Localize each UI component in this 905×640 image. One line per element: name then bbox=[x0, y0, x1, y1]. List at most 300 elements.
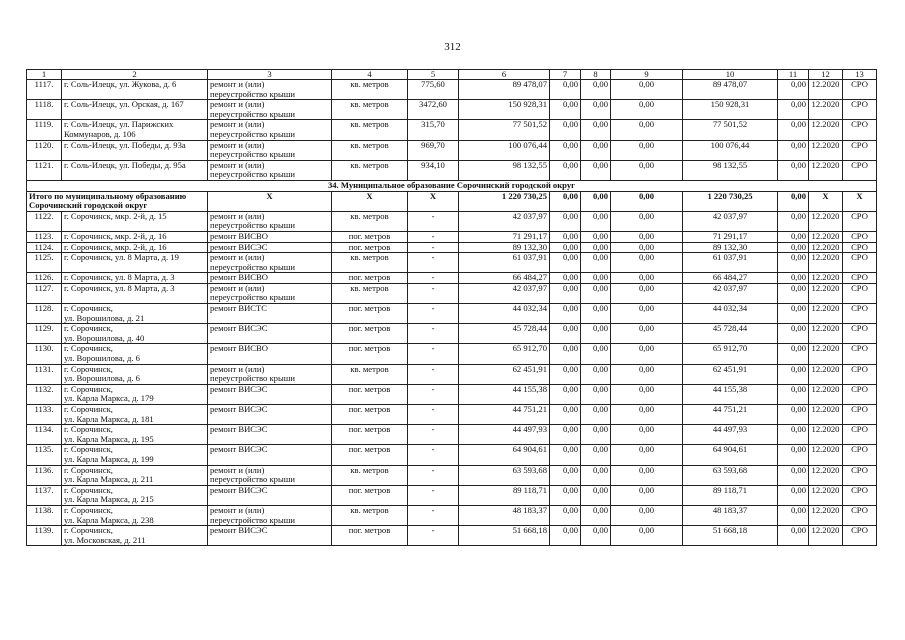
unit-cell: пог. метров bbox=[332, 324, 408, 344]
total-col10: 1 220 730,25 bbox=[683, 191, 778, 211]
address-cell-line: г. Соль-Илецк, ул. Парижских bbox=[64, 119, 174, 130]
work-type-cell-line: ремонт ВИСЭС bbox=[210, 323, 268, 334]
work-type-cell-line: ремонт ВИСЭС bbox=[210, 424, 268, 435]
work-type-cell-line: переустройство крыши bbox=[210, 292, 295, 303]
cost-col9-cell: 0,00 bbox=[611, 384, 683, 404]
address-cell bbox=[62, 140, 208, 160]
source-cell: СРО bbox=[843, 231, 877, 242]
address-cell-line: Коммунаров, д. 106 bbox=[64, 128, 136, 139]
row-number: 1135. bbox=[27, 445, 62, 465]
work-type-cell-line: ремонт ВИСЭС bbox=[210, 404, 268, 414]
cost-col9-cell: 0,00 bbox=[611, 324, 683, 344]
work-type-cell bbox=[208, 80, 332, 100]
unit-cell: пог. метров bbox=[332, 526, 408, 546]
row-number: 1129. bbox=[27, 324, 62, 344]
cost-total-cell: 77 501,52 bbox=[459, 120, 550, 140]
cost-col8-cell: 0,00 bbox=[581, 120, 611, 140]
address-cell-line: ул. Московская, д. 211 bbox=[64, 534, 146, 545]
address-cell-line: г. Сорочинск, ул. 8 Марта, д. 3 bbox=[64, 283, 175, 293]
cost-col7-cell: 0,00 bbox=[550, 120, 581, 140]
deadline-cell: 12.2020 bbox=[809, 425, 843, 445]
cost-col7-cell: 0,00 bbox=[550, 505, 581, 525]
table-row bbox=[27, 231, 877, 242]
address-cell bbox=[62, 425, 208, 445]
work-type-cell bbox=[208, 526, 332, 546]
unit-cell: пог. метров bbox=[332, 445, 408, 465]
row-number: 1120. bbox=[27, 140, 62, 160]
work-type-cell bbox=[208, 465, 332, 485]
column-number-9: 9 bbox=[611, 70, 683, 80]
cost-col10-cell: 98 132,55 bbox=[683, 160, 778, 180]
table-row bbox=[27, 505, 877, 525]
cost-total-cell: 63 593,68 bbox=[459, 465, 550, 485]
table-row bbox=[27, 211, 877, 231]
address-cell-line: г. Сорочинск, bbox=[64, 424, 113, 435]
row-number: 1123. bbox=[27, 231, 62, 242]
unit-cell: пог. метров bbox=[332, 344, 408, 364]
unit-cell: кв. метров bbox=[332, 465, 408, 485]
address-cell-line: г. Сорочинск, мкр. 2-й, д. 16 bbox=[64, 242, 167, 252]
work-type-cell-line: ремонт и (или) bbox=[210, 160, 265, 170]
column-number-7: 7 bbox=[550, 70, 581, 80]
cost-col10-cell: 66 484,27 bbox=[683, 273, 778, 284]
source-cell: СРО bbox=[843, 485, 877, 505]
address-cell bbox=[62, 273, 208, 284]
address-cell bbox=[62, 120, 208, 140]
row-number: 1132. bbox=[27, 384, 62, 404]
deadline-cell: 12.2020 bbox=[809, 405, 843, 425]
address-cell-line: ул. Карла Маркса, д. 181 bbox=[64, 413, 154, 424]
cost-col8-cell: 0,00 bbox=[581, 283, 611, 303]
work-type-cell-line: переустройство крыши bbox=[210, 88, 295, 99]
quantity-cell: - bbox=[408, 526, 459, 546]
cost-col11-cell: 0,00 bbox=[778, 273, 809, 284]
address-cell-line: г. Сорочинск, bbox=[64, 465, 113, 475]
quantity-cell: - bbox=[408, 445, 459, 465]
work-type-cell bbox=[208, 100, 332, 120]
cost-col8-cell: 0,00 bbox=[581, 253, 611, 273]
cost-total-cell: 71 291,17 bbox=[459, 231, 550, 242]
work-type-cell bbox=[208, 384, 332, 404]
cost-col8-cell: 0,00 bbox=[581, 425, 611, 445]
address-cell-line: г. Сорочинск, bbox=[64, 364, 113, 374]
deadline-cell: 12.2020 bbox=[809, 242, 843, 253]
address-cell bbox=[62, 242, 208, 253]
address-cell bbox=[62, 465, 208, 485]
cost-col11-cell: 0,00 bbox=[778, 425, 809, 445]
section-title: 34. Муниципальное образование Сорочинский городской округ bbox=[27, 180, 877, 191]
source-cell: СРО bbox=[843, 505, 877, 525]
row-number: 1126. bbox=[27, 273, 62, 284]
total-unit: X bbox=[332, 191, 408, 211]
work-type-cell-line: ремонт и (или) bbox=[210, 119, 265, 130]
cost-col11-cell: 0,00 bbox=[778, 160, 809, 180]
work-type-cell-line: переустройство крыши bbox=[210, 474, 295, 485]
address-cell bbox=[62, 304, 208, 324]
cost-col7-cell: 0,00 bbox=[550, 304, 581, 324]
unit-cell: пог. метров bbox=[332, 231, 408, 242]
row-number: 1125. bbox=[27, 253, 62, 273]
quantity-cell: 775,60 bbox=[408, 80, 459, 100]
cost-col8-cell: 0,00 bbox=[581, 445, 611, 465]
cost-col11-cell: 0,00 bbox=[778, 364, 809, 384]
work-type-cell bbox=[208, 344, 332, 364]
total-source: X bbox=[843, 191, 877, 211]
work-type-cell-line: переустройство крыши bbox=[210, 373, 295, 384]
unit-cell: пог. метров bbox=[332, 304, 408, 324]
section-header-row bbox=[27, 180, 877, 191]
deadline-cell: 12.2020 bbox=[809, 140, 843, 160]
cost-total-cell: 62 451,91 bbox=[459, 364, 550, 384]
row-number: 1136. bbox=[27, 465, 62, 485]
cost-col11-cell: 0,00 bbox=[778, 242, 809, 253]
work-type-cell bbox=[208, 253, 332, 273]
column-number-5: 5 bbox=[408, 70, 459, 80]
cost-col10-cell: 48 183,37 bbox=[683, 505, 778, 525]
address-cell bbox=[62, 485, 208, 505]
work-type-cell bbox=[208, 160, 332, 180]
unit-cell: пог. метров bbox=[332, 425, 408, 445]
source-cell: СРО bbox=[843, 425, 877, 445]
deadline-cell: 12.2020 bbox=[809, 283, 843, 303]
cost-col11-cell: 0,00 bbox=[778, 231, 809, 242]
deadline-cell: 12.2020 bbox=[809, 100, 843, 120]
cost-col7-cell: 0,00 bbox=[550, 526, 581, 546]
table-row bbox=[27, 445, 877, 465]
deadline-cell: 12.2020 bbox=[809, 526, 843, 546]
source-cell: СРО bbox=[843, 384, 877, 404]
cost-total-cell: 45 728,44 bbox=[459, 324, 550, 344]
work-type-cell-line: переустройство крыши bbox=[210, 128, 295, 139]
cost-col8-cell: 0,00 bbox=[581, 526, 611, 546]
cost-col9-cell: 0,00 bbox=[611, 80, 683, 100]
cost-col8-cell: 0,00 bbox=[581, 405, 611, 425]
column-number-11: 11 bbox=[778, 70, 809, 80]
address-cell-line: ул. Карла Маркса, д. 179 bbox=[64, 393, 154, 404]
cost-col7-cell: 0,00 bbox=[550, 324, 581, 344]
work-type-cell-line: ремонт ВИСВО bbox=[210, 343, 268, 354]
cost-col10-cell: 62 451,91 bbox=[683, 364, 778, 384]
cost-col7-cell: 0,00 bbox=[550, 211, 581, 231]
quantity-cell: - bbox=[408, 211, 459, 231]
work-type-cell-line: ремонт и (или) bbox=[210, 140, 265, 150]
cost-col11-cell: 0,00 bbox=[778, 304, 809, 324]
source-cell: СРО bbox=[843, 273, 877, 284]
work-type-cell-line: ремонт и (или) bbox=[210, 99, 265, 110]
work-type-cell-line: ремонт и (или) bbox=[210, 79, 265, 89]
cost-col7-cell: 0,00 bbox=[550, 405, 581, 425]
address-cell-line: ул. Ворошилова, д. 21 bbox=[64, 312, 145, 323]
work-type-cell bbox=[208, 405, 332, 425]
cost-col11-cell: 0,00 bbox=[778, 505, 809, 525]
total-row bbox=[27, 191, 877, 211]
column-number-4: 4 bbox=[332, 70, 408, 80]
cost-col10-cell: 61 037,91 bbox=[683, 253, 778, 273]
table-row bbox=[27, 324, 877, 344]
cost-total-cell: 89 132,30 bbox=[459, 242, 550, 253]
cost-col7-cell: 0,00 bbox=[550, 384, 581, 404]
cost-col9-cell: 0,00 bbox=[611, 273, 683, 284]
cost-total-cell: 61 037,91 bbox=[459, 253, 550, 273]
deadline-cell: 12.2020 bbox=[809, 120, 843, 140]
cost-total-cell: 98 132,55 bbox=[459, 160, 550, 180]
source-cell: СРО bbox=[843, 344, 877, 364]
source-cell: СРО bbox=[843, 140, 877, 160]
quantity-cell: 934,10 bbox=[408, 160, 459, 180]
work-type-cell bbox=[208, 324, 332, 344]
row-number: 1122. bbox=[27, 211, 62, 231]
total-cost: 1 220 730,25 bbox=[459, 191, 550, 211]
cost-col11-cell: 0,00 bbox=[778, 384, 809, 404]
cost-col10-cell: 51 668,18 bbox=[683, 526, 778, 546]
address-cell-line: г. Соль-Илецк, ул. Победы, д. 93а bbox=[64, 140, 186, 150]
cost-col10-cell: 64 904,61 bbox=[683, 445, 778, 465]
deadline-cell: 12.2020 bbox=[809, 304, 843, 324]
work-type-cell-line: ремонт ВИСЭС bbox=[210, 242, 268, 252]
unit-cell: кв. метров bbox=[332, 160, 408, 180]
unit-cell: пог. метров bbox=[332, 405, 408, 425]
cost-col9-cell: 0,00 bbox=[611, 160, 683, 180]
work-type-cell-line: переустройство крыши bbox=[210, 220, 295, 231]
quantity-cell: 969,70 bbox=[408, 140, 459, 160]
source-cell: СРО bbox=[843, 364, 877, 384]
quantity-cell: - bbox=[408, 283, 459, 303]
work-type-cell-line: ремонт ВИСЭС bbox=[210, 485, 268, 495]
total-quantity: X bbox=[408, 191, 459, 211]
cost-col7-cell: 0,00 bbox=[550, 80, 581, 100]
cost-total-cell: 48 183,37 bbox=[459, 505, 550, 525]
cost-col10-cell: 44 155,38 bbox=[683, 384, 778, 404]
address-cell-line: г. Сорочинск, bbox=[64, 384, 113, 394]
cost-col7-cell: 0,00 bbox=[550, 344, 581, 364]
column-number-2: 2 bbox=[62, 70, 208, 80]
table-row bbox=[27, 384, 877, 404]
work-type-cell-line: ремонт и (или) bbox=[210, 465, 265, 475]
table-row bbox=[27, 100, 877, 120]
cost-col11-cell: 0,00 bbox=[778, 445, 809, 465]
cost-col10-cell: 77 501,52 bbox=[683, 120, 778, 140]
address-cell-line: г. Соль-Илецк, ул. Орская, д. 167 bbox=[64, 99, 184, 110]
cost-col8-cell: 0,00 bbox=[581, 100, 611, 120]
deadline-cell: 12.2020 bbox=[809, 211, 843, 231]
unit-cell: кв. метров bbox=[332, 100, 408, 120]
address-cell bbox=[62, 231, 208, 242]
unit-cell: кв. метров bbox=[332, 505, 408, 525]
cost-col7-cell: 0,00 bbox=[550, 465, 581, 485]
cost-col9-cell: 0,00 bbox=[611, 425, 683, 445]
deadline-cell: 12.2020 bbox=[809, 273, 843, 284]
cost-col9-cell: 0,00 bbox=[611, 304, 683, 324]
cost-col11-cell: 0,00 bbox=[778, 405, 809, 425]
work-type-cell-line: ремонт и (или) bbox=[210, 211, 265, 221]
row-number: 1137. bbox=[27, 485, 62, 505]
cost-col9-cell: 0,00 bbox=[611, 120, 683, 140]
total-label-line: Сорочинский городской округ bbox=[29, 200, 148, 211]
work-type-cell-line: ремонт и (или) bbox=[210, 252, 265, 263]
work-type-cell bbox=[208, 283, 332, 303]
quantity-cell: - bbox=[408, 425, 459, 445]
cost-total-cell: 89 118,71 bbox=[459, 485, 550, 505]
row-number: 1131. bbox=[27, 364, 62, 384]
cost-col7-cell: 0,00 bbox=[550, 485, 581, 505]
quantity-cell: - bbox=[408, 231, 459, 242]
row-number: 1133. bbox=[27, 405, 62, 425]
source-cell: СРО bbox=[843, 465, 877, 485]
address-cell-line: г. Сорочинск, мкр. 2-й, д. 16 bbox=[64, 231, 167, 241]
cost-col10-cell: 63 593,68 bbox=[683, 465, 778, 485]
column-number-1: 1 bbox=[27, 70, 62, 80]
cost-col11-cell: 0,00 bbox=[778, 283, 809, 303]
cost-col9-cell: 0,00 bbox=[611, 242, 683, 253]
address-cell bbox=[62, 526, 208, 546]
cost-col11-cell: 0,00 bbox=[778, 465, 809, 485]
deadline-cell: 12.2020 bbox=[809, 324, 843, 344]
column-number-10: 10 bbox=[683, 70, 778, 80]
address-cell bbox=[62, 324, 208, 344]
work-type-cell bbox=[208, 364, 332, 384]
address-cell bbox=[62, 445, 208, 465]
cost-total-cell: 66 484,27 bbox=[459, 273, 550, 284]
cost-total-cell: 44 497,93 bbox=[459, 425, 550, 445]
quantity-cell: - bbox=[408, 304, 459, 324]
address-cell-line: ул. Карла Маркса, д. 238 bbox=[64, 514, 154, 525]
source-cell: СРО bbox=[843, 304, 877, 324]
source-cell: СРО bbox=[843, 526, 877, 546]
source-cell: СРО bbox=[843, 283, 877, 303]
deadline-cell: 12.2020 bbox=[809, 344, 843, 364]
table-row bbox=[27, 242, 877, 253]
cost-col11-cell: 0,00 bbox=[778, 344, 809, 364]
work-type-cell-line: ремонт ВИСЭС bbox=[210, 384, 268, 394]
total-deadline: X bbox=[809, 191, 843, 211]
cost-col7-cell: 0,00 bbox=[550, 160, 581, 180]
address-cell bbox=[62, 283, 208, 303]
work-type-cell-line: ремонт ВИСЭС bbox=[210, 444, 268, 455]
work-type-cell-line: ремонт ВИСВО bbox=[210, 272, 268, 283]
source-cell: СРО bbox=[843, 100, 877, 120]
work-type-cell bbox=[208, 242, 332, 253]
cost-col9-cell: 0,00 bbox=[611, 465, 683, 485]
total-col8: 0,00 bbox=[581, 191, 611, 211]
cost-col8-cell: 0,00 bbox=[581, 324, 611, 344]
quantity-cell: 315,70 bbox=[408, 120, 459, 140]
cost-col10-cell: 45 728,44 bbox=[683, 324, 778, 344]
unit-cell: кв. метров bbox=[332, 283, 408, 303]
cost-col7-cell: 0,00 bbox=[550, 445, 581, 465]
cost-col9-cell: 0,00 bbox=[611, 253, 683, 273]
address-cell-line: г. Соль-Илецк, ул. Жукова, д. 6 bbox=[64, 79, 177, 89]
cost-col9-cell: 0,00 bbox=[611, 344, 683, 364]
address-cell-line: г. Сорочинск, bbox=[64, 525, 113, 536]
address-cell-line: ул. Ворошилова, д. 6 bbox=[64, 373, 140, 384]
cost-total-cell: 44 032,34 bbox=[459, 304, 550, 324]
cost-col8-cell: 0,00 bbox=[581, 242, 611, 253]
quantity-cell: - bbox=[408, 485, 459, 505]
work-type-cell bbox=[208, 120, 332, 140]
unit-cell: кв. метров bbox=[332, 211, 408, 231]
row-number: 1121. bbox=[27, 160, 62, 180]
total-label bbox=[27, 191, 208, 211]
unit-cell: кв. метров bbox=[332, 120, 408, 140]
source-cell: СРО bbox=[843, 211, 877, 231]
table-row bbox=[27, 485, 877, 505]
column-number-3: 3 bbox=[208, 70, 332, 80]
cost-col10-cell: 65 912,70 bbox=[683, 344, 778, 364]
table-row bbox=[27, 253, 877, 273]
total-col9: 0,00 bbox=[611, 191, 683, 211]
cost-col7-cell: 0,00 bbox=[550, 100, 581, 120]
cost-total-cell: 89 478,07 bbox=[459, 80, 550, 100]
row-number: 1124. bbox=[27, 242, 62, 253]
cost-col8-cell: 0,00 bbox=[581, 160, 611, 180]
total-work-type: X bbox=[208, 191, 332, 211]
cost-total-cell: 42 037,97 bbox=[459, 283, 550, 303]
address-cell-line: г. Сорочинск, bbox=[64, 444, 113, 455]
quantity-cell: - bbox=[408, 465, 459, 485]
row-number: 1128. bbox=[27, 304, 62, 324]
repair-register-table bbox=[26, 69, 877, 546]
source-cell: СРО bbox=[843, 253, 877, 273]
cost-col10-cell: 44 497,93 bbox=[683, 425, 778, 445]
address-cell-line: г. Сорочинск, bbox=[64, 343, 113, 354]
work-type-cell bbox=[208, 211, 332, 231]
cost-col10-cell: 42 037,97 bbox=[683, 283, 778, 303]
table-row bbox=[27, 526, 877, 546]
work-type-cell bbox=[208, 304, 332, 324]
total-label-line: Итого по муниципальному образованию bbox=[29, 191, 187, 201]
address-cell bbox=[62, 344, 208, 364]
page-number: 312 bbox=[444, 41, 461, 53]
address-cell bbox=[62, 384, 208, 404]
cost-total-cell: 44 751,21 bbox=[459, 405, 550, 425]
work-type-cell-line: переустройство крыши bbox=[210, 514, 295, 525]
work-type-cell bbox=[208, 140, 332, 160]
address-cell-line: г. Сорочинск, ул. 8 Марта, д. 3 bbox=[64, 272, 175, 283]
cost-total-cell: 100 076,44 bbox=[459, 140, 550, 160]
quantity-cell: - bbox=[408, 344, 459, 364]
cost-col7-cell: 0,00 bbox=[550, 253, 581, 273]
cost-total-cell: 51 668,18 bbox=[459, 526, 550, 546]
cost-col11-cell: 0,00 bbox=[778, 211, 809, 231]
table-row bbox=[27, 283, 877, 303]
column-number-13: 13 bbox=[843, 70, 877, 80]
table-row bbox=[27, 344, 877, 364]
address-cell-line: г. Сорочинск, bbox=[64, 303, 113, 314]
work-type-cell bbox=[208, 505, 332, 525]
cost-col9-cell: 0,00 bbox=[611, 445, 683, 465]
source-cell: СРО bbox=[843, 120, 877, 140]
row-number: 1118. bbox=[27, 100, 62, 120]
quantity-cell: - bbox=[408, 324, 459, 344]
address-cell-line: г. Соль-Илецк, ул. Победы, д. 95а bbox=[64, 160, 186, 170]
table-row bbox=[27, 273, 877, 284]
cost-col9-cell: 0,00 bbox=[611, 211, 683, 231]
work-type-cell-line: переустройство крыши bbox=[210, 149, 295, 160]
work-type-cell-line: ремонт ВИСЭС bbox=[210, 525, 268, 536]
cost-col7-cell: 0,00 bbox=[550, 364, 581, 384]
quantity-cell: - bbox=[408, 253, 459, 273]
column-numbers-row bbox=[27, 70, 877, 80]
work-type-cell-line: ремонт и (или) bbox=[210, 283, 265, 293]
table-row bbox=[27, 364, 877, 384]
work-type-cell-line: ремонт и (или) bbox=[210, 364, 265, 374]
cost-col7-cell: 0,00 bbox=[550, 242, 581, 253]
cost-col9-cell: 0,00 bbox=[611, 526, 683, 546]
source-cell: СРО bbox=[843, 324, 877, 344]
cost-col8-cell: 0,00 bbox=[581, 140, 611, 160]
address-cell bbox=[62, 100, 208, 120]
work-type-cell-line: переустройство крыши bbox=[210, 261, 295, 272]
